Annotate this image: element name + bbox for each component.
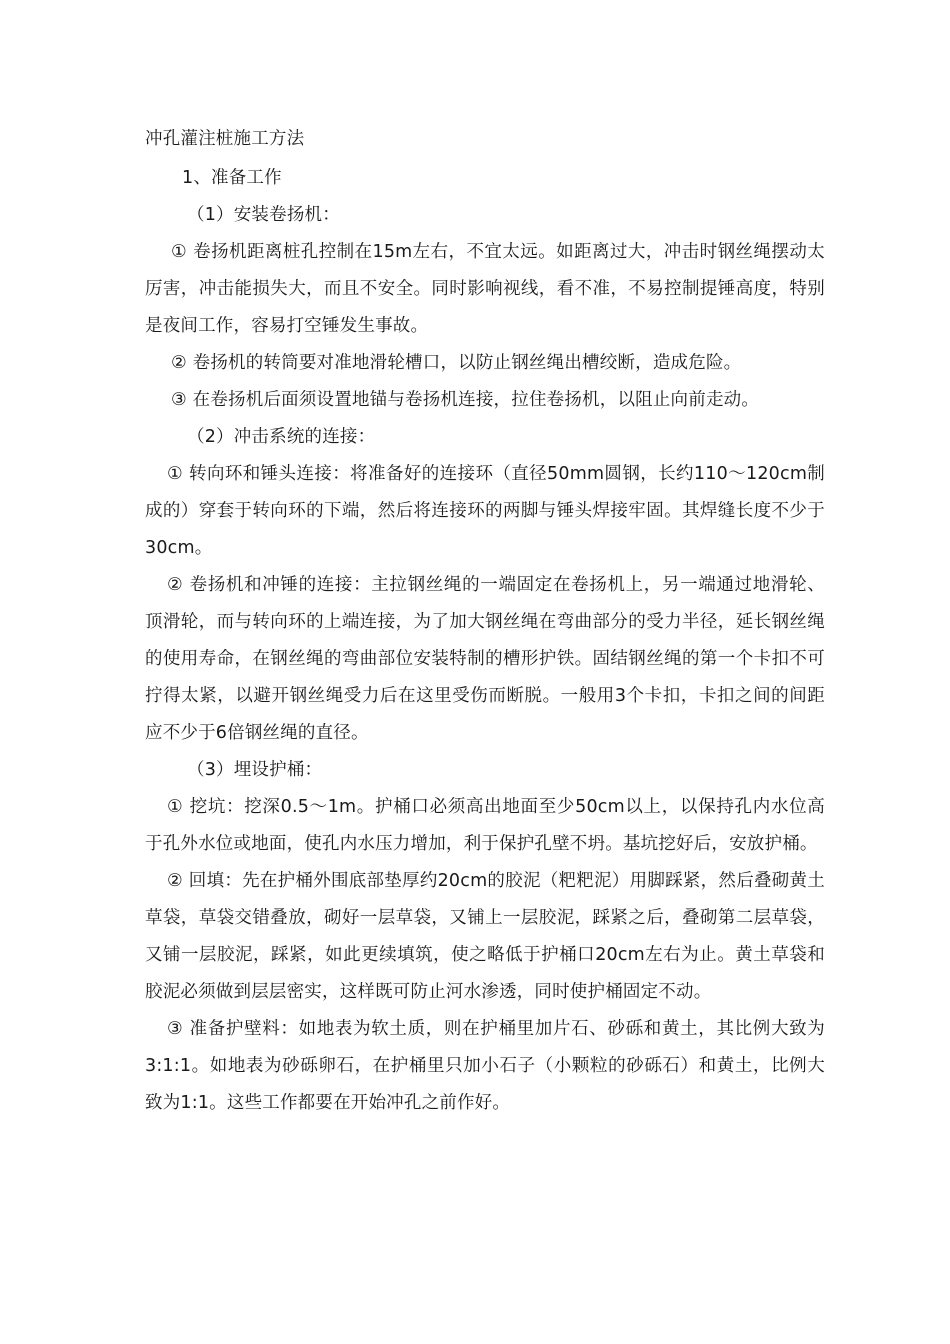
- paragraph-wall-material: ③ 准备护壁料：如地表为软土质，则在护桶里加片石、砂砾和黄土，其比例大致为3:1:1。如地表为砂砾卵石，在护桶里只加小石子（小颗粒的砂砾石）和黄土，比例大致为1:1。这些工作都要在开始冲孔之前作好。: [145, 1019, 825, 1113]
- paragraph-winch-drum: ② 卷扬机的转筒要对准地滑轮槽口，以防止钢丝绳出槽绞断，造成危险。: [171, 353, 742, 373]
- paragraph-excavation: ① 挖坑：挖深0.5～1m。护桶口必须高出地面至少50cm以上，以保持孔内水位高于孔外水位或地面，使孔内水压力增加，利于保护孔壁不坍。基坑挖好后，安放护桶。: [145, 797, 825, 854]
- document-title: 冲孔灌注桩施工方法: [145, 129, 305, 149]
- paragraph-winch-distance: ① 卷扬机距离桩孔控制在15m左右，不宜太远。如距离过大，冲击时钢丝绳摆动太厉害，冲击能损失大，而且不安全。同时影响视线，看不准，不易控制提锤高度，特别是夜间工作，容易打空锤发生事故。: [145, 242, 825, 336]
- subheading-impact-system: （2）冲击系统的连接：: [187, 427, 376, 447]
- subheading-casing: （3）埋设护桶：: [187, 760, 323, 780]
- paragraph-ground-anchor: ③ 在卷扬机后面须设置地锚与卷扬机连接，拉住卷扬机，以阻止向前走动。: [171, 390, 760, 410]
- paragraph-winch-hammer: ② 卷扬机和冲锤的连接：主拉钢丝绳的一端固定在卷扬机上，另一端通过地滑轮、顶滑轮，而与转向环的上端连接，为了加大钢丝绳在弯曲部分的受力半径，延长钢丝绳的使用寿命，在钢丝绳的弯曲部位安装特制的槽形护铁。固结钢丝绳的第一个卡扣不可拧得太紧，以避开钢丝绳受力后在这里受伤而断脱。一般用3个卡扣，卡扣之间的间距应不少于6倍钢丝绳的直径。: [145, 575, 825, 743]
- paragraph-backfill: ② 回填：先在护桶外围底部垫厚约20cm的胶泥（粑粑泥）用脚踩紧，然后叠砌黄土草袋，草袋交错叠放，砌好一层草袋，又铺上一层胶泥，踩紧之后，叠砌第二层草袋，又铺一层胶泥，踩紧，如此更续填筑，使之略低于护桶口20cm左右为止。黄土草袋和胶泥必须做到层层密实，这样既可防止河水渗透，同时使护桶固定不动。: [145, 871, 825, 1002]
- section-heading-preparation: 1、准备工作: [182, 168, 282, 188]
- document-body: [145, 122, 825, 1122]
- subheading-install-winch: （1）安装卷扬机：: [187, 205, 340, 225]
- paragraph-swivel-hammer: ① 转向环和锤头连接：将准备好的连接环（直径50mm圆钢，长约110～120cm制成的）穿套于转向环的下端，然后将连接环的两脚与锤头焊接牢固。其焊缝长度不少于30cm。: [145, 464, 825, 558]
